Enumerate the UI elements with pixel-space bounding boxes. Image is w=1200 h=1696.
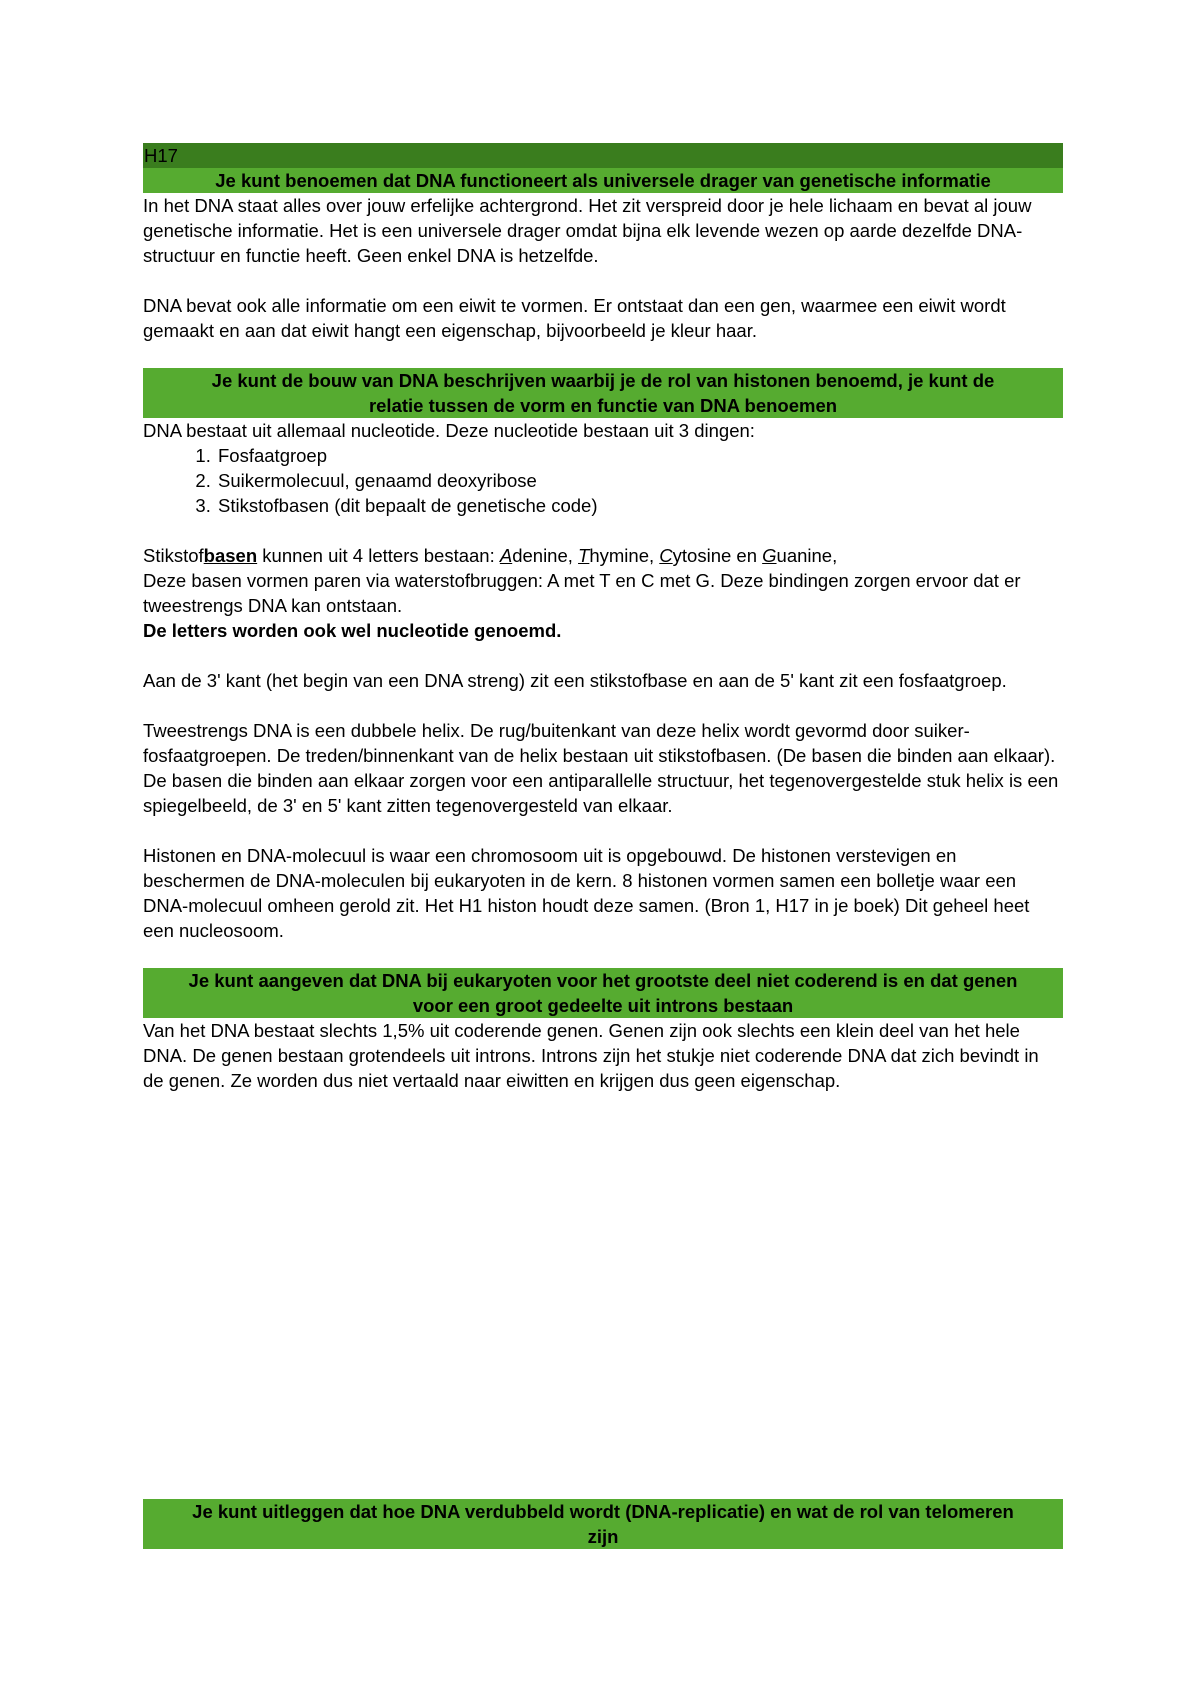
section-2-heading-line-1: Je kunt de bouw van DNA beschrijven waarbij je de rol van histonen benoemd, je kunt de xyxy=(211,370,995,391)
base-letter-a: A xyxy=(499,545,513,566)
section-1-paragraph-2: DNA bevat ook alle informatie om een eiwit te vormen. Er ontstaat dan een gen, waarmee een eiwit wordt gemaakt en aan dat eiwit hangt een eigenschap, bijvoorbeeld je kleur haar. xyxy=(143,295,1006,341)
list-item: 1. Fosfaatgroep xyxy=(216,443,1063,468)
nucleotide-parts-list xyxy=(143,443,1063,518)
section-3-heading-line-1: Je kunt aangeven dat DNA bij eukaryoten voor het grootste deel niet coderend is en dat genen xyxy=(188,970,1018,991)
section-3-heading-line-2: voor een groot gedeelte uit introns bestaan xyxy=(412,995,794,1016)
base-letter-g: G xyxy=(762,545,777,566)
list-item: 2. Suikermolecuul, genaamd deoxyribose xyxy=(216,468,1063,493)
section-4-heading-line-2: zijn xyxy=(587,1526,619,1547)
section-2-paragraph-1: Aan de 3' kant (het begin van een DNA streng) zit een stikstofbase en aan de 5' kant zit een fosfaatgroep. xyxy=(143,670,1007,691)
bases-sentence: Stikstofbasen kunnen uit 4 letters bestaan: Adenine, Thymine, Cytosine en Guanine, xyxy=(143,545,838,566)
section-2-paragraph-2: Tweestrengs DNA is een dubbele helix. De rug/buitenkant van deze helix wordt gevormd door suiker-fosfaatgroepen. De treden/binnenkant van de helix bestaan uit stikstofbasen. (De basen die binden aan elkaar). De basen die binden aan elkaar zorgen voor een antiparallelle structuur, het tegenovergestelde stuk helix is een spiegelbeeld, de 3' en 5' kant zitten tegenovergesteld van elkaar. xyxy=(143,720,1059,816)
section-1-heading: Je kunt benoemen dat DNA functioneert als universele drager van genetische informatie xyxy=(143,168,1063,193)
section-4-heading-line-1: Je kunt uitleggen dat hoe DNA verdubbeld wordt (DNA-replicatie) en wat de rol van telomeren xyxy=(192,1501,1014,1522)
chapter-label: H17 xyxy=(144,145,178,166)
bold-note: De letters worden ook wel nucleotide genoemd. xyxy=(143,620,562,641)
section-2-heading-line-2: relatie tussen de vorm en functie van DNA benoemen xyxy=(368,395,838,416)
section-4-heading xyxy=(143,1499,1063,1549)
document-page xyxy=(143,143,1063,1093)
section-3-paragraph: Van het DNA bestaat slechts 1,5% uit coderende genen. Genen zijn ook slechts een klein deel van het hele DNA. De genen bestaan grotendeels uit introns. Introns zijn het stukje niet coderende DNA dat zich bevindt in de genen. Ze worden dus niet vertaald naar eiwitten en krijgen dus geen eigenschap. xyxy=(143,1020,1039,1091)
chapter-bar xyxy=(143,143,1063,168)
base-letter-t: T xyxy=(578,545,590,566)
section-3-heading xyxy=(143,968,1063,1018)
section-4-container xyxy=(143,1499,1063,1549)
base-letter-c: C xyxy=(659,545,673,566)
section-2-intro: DNA bestaat uit allemaal nucleotide. Deze nucleotide bestaan uit 3 dingen: xyxy=(143,420,755,441)
section-1-paragraph-1: In het DNA staat alles over jouw erfelijke achtergrond. Het zit verspreid door je hele lichaam en bevat al jouw genetische informatie. Het is een universele drager omdat bijna elk levende wezen op aarde dezelfde DNA-structuur en functie heeft. Geen enkel DNA is hetzelfde. xyxy=(143,195,1032,266)
list-item: 3. Stikstofbasen (dit bepaalt de genetische code) xyxy=(216,493,1063,518)
section-2-paragraph-3: Histonen en DNA-molecuul is waar een chromosoom uit is opgebouwd. De histonen verstevigen en beschermen de DNA-moleculen bij eukaryoten in de kern. 8 histonen vormen samen een bolletje waar een DNA-molecuul omheen gerold zit. Het H1 histon houdt deze samen. (Bron 1, H17 in je boek) Dit geheel heet een nucleosoom. xyxy=(143,845,1030,941)
section-2-heading xyxy=(143,368,1063,418)
bases-emphasis: basen xyxy=(203,545,258,566)
base-pairs-paragraph: Deze basen vormen paren via waterstofbruggen: A met T en C met G. Deze bindingen zorgen ervoor dat er tweestrengs DNA kan ontstaan. xyxy=(143,570,1021,616)
